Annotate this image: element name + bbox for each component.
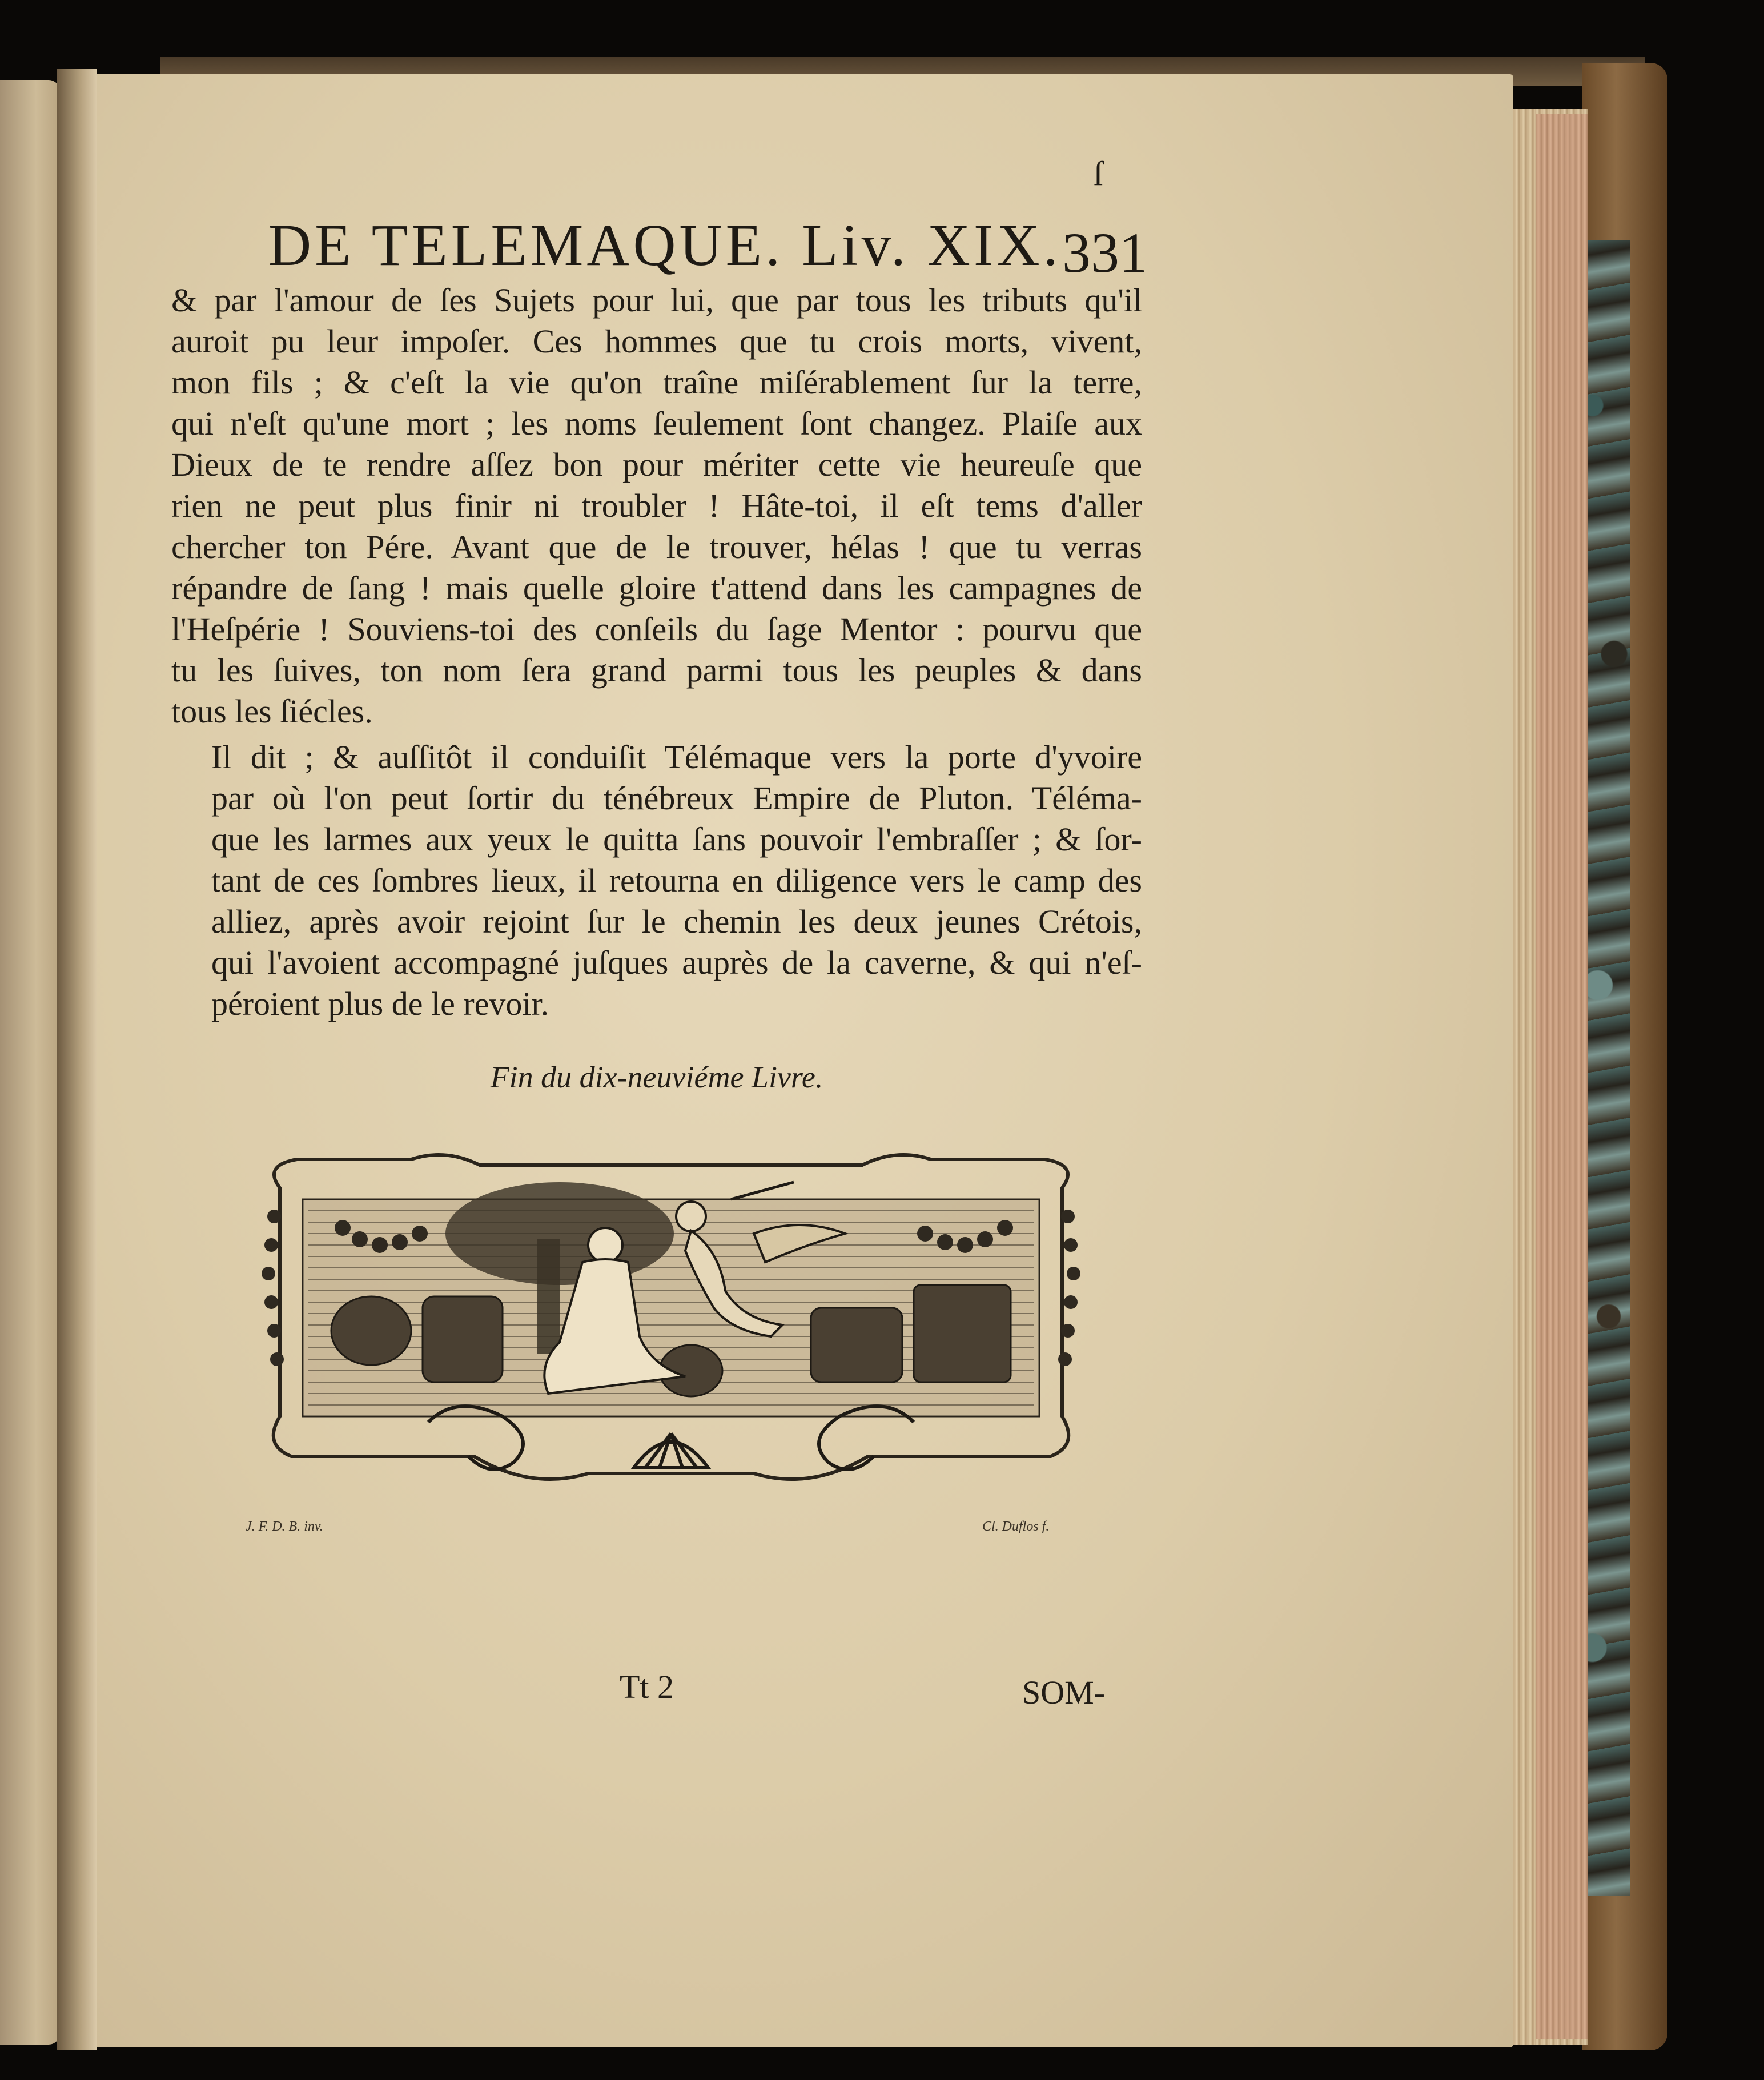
facing-page-edge	[0, 80, 60, 2045]
text-line: l'Heſpérie ! Souviens-toi des conſeils du ſage Mentor : pourvu que	[171, 611, 1142, 648]
text-line: Il dit ; & auſſitôt il conduiſit Télémaque vers la porte d'yvoire	[211, 738, 1142, 776]
gutter-shadow	[57, 69, 97, 2050]
text-line: répandre de ſang ! mais quelle gloire t'attend dans les campagnes de	[171, 569, 1142, 607]
designer-credit: J. F. D. B. inv.	[246, 1519, 323, 1534]
chapter-end-colophon: Fin du dix-neuviéme Livre.	[490, 1060, 823, 1094]
page-number: 331	[1062, 221, 1148, 284]
body-text	[171, 280, 1142, 1025]
text-line: rien ne peut plus finir ni troubler ! Hâte-toi, il eſt tems d'aller	[171, 487, 1142, 524]
text-line: qui l'avoient accompagné juſques auprès de la caverne, & qui n'eſ-	[211, 944, 1142, 981]
text-line: alliez, après avoir rejoint ſur le chemin les deux jeunes Crétois,	[211, 903, 1142, 940]
text-line: tous les ſiécles.	[171, 693, 373, 730]
text-line: qui n'eſt qu'une mort ; les noms ſeulement ſont changez. Plaiſe aux	[171, 405, 1142, 442]
text-line: Dieux de te rendre aſſez bon pour mériter cette vie heureuſe que	[171, 446, 1142, 483]
text-line: auroit pu leur impoſer. Ces hommes que tu crois morts, vivent,	[171, 323, 1142, 360]
red-sprinkled-edge	[1536, 114, 1588, 2039]
text-line: chercher ton Pére. Avant que de le trouver, hélas ! que tu verras	[171, 528, 1142, 565]
text-line: que les larmes aux yeux le quitta ſans pouvoir l'embraſſer ; & ſor-	[211, 821, 1142, 858]
signature-mark: ſ	[1094, 155, 1103, 192]
running-head: DE TELEMAQUE. Liv. XIX.	[268, 212, 1062, 278]
text-line: mon fils ; & c'eſt la vie qu'on traîne miſérablement ſur la terre,	[171, 364, 1142, 401]
text-line: & par l'amour de ſes Sujets pour lui, que par tous les tributs qu'il	[171, 282, 1142, 319]
engraver-credit: Cl. Duflos f.	[982, 1519, 1050, 1534]
text-line: tu les ſuives, ton nom ſera grand parmi tous les peuples & dans	[171, 652, 1142, 689]
text-line: péroient plus de le revoir.	[211, 985, 549, 1022]
paragraph-2	[171, 737, 1142, 1025]
paragraph-1	[171, 280, 1142, 732]
text-line: tant de ces ſombres lieux, il retourna en diligence vers le camp des	[211, 862, 1142, 899]
catchword: SOM-	[1022, 1674, 1106, 1711]
engraved-vignette	[240, 1148, 1102, 1502]
text-line: par où l'on peut ſortir du ténébreux Empire de Pluton. Téléma-	[211, 780, 1142, 817]
signature-mark-footer: Tt 2	[620, 1668, 674, 1705]
